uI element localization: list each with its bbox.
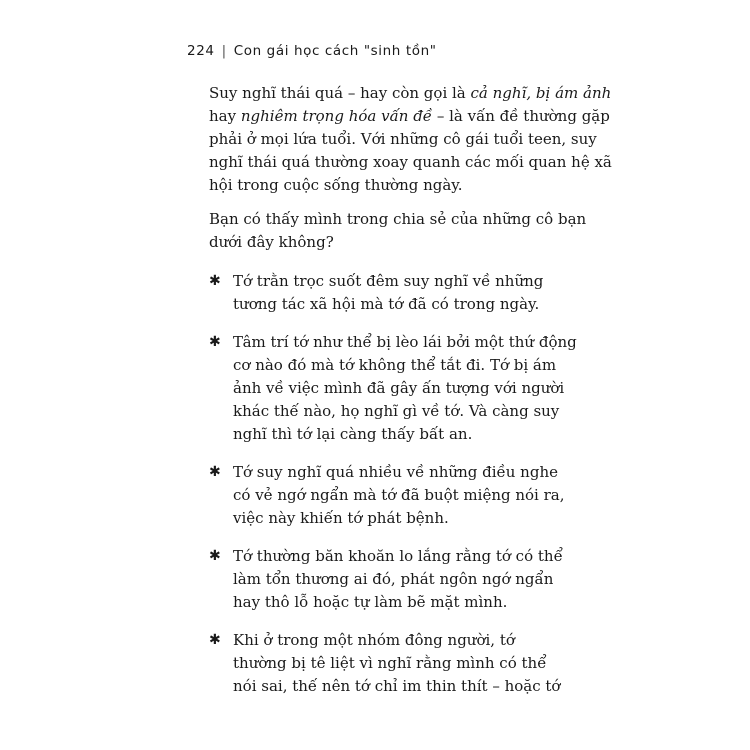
header-separator: | bbox=[221, 43, 227, 59]
italic-term: nghiêm trọng hóa vấn đề bbox=[240, 107, 433, 125]
running-header bbox=[187, 43, 437, 59]
text-line: phải ở mọi lứa tuổi. Với những cô gái tuổi teen, suy bbox=[209, 130, 597, 148]
page-number: 224 bbox=[187, 43, 215, 59]
bullet-text: Tớ trằn trọc suốt đêm suy nghĩ về những tương tác xã hội mà tớ đã có trong ngày. bbox=[233, 272, 544, 313]
list-item bbox=[187, 629, 563, 698]
list-item bbox=[187, 270, 563, 316]
text-line: dưới đây không? bbox=[209, 233, 334, 251]
bullet-list bbox=[187, 270, 577, 698]
asterisk-bullet-icon: ✱ bbox=[209, 632, 221, 648]
asterisk-bullet-icon: ✱ bbox=[209, 334, 221, 350]
page-body bbox=[187, 82, 612, 713]
text-line: hay nghiêm trọng hóa vấn đề – là vấn đề thường gặp bbox=[209, 107, 610, 125]
bullet-text: Tâm trí tớ như thể bị lèo lái bởi một thứ động cơ nào đó mà tớ không thể tắt đi. Tớ bị ám ảnh về việc mình đã gây ấn tượng với người khác thế nào, họ nghĩ gì về tớ. Và càng suy nghĩ thì tớ lại càng thấy bất an. bbox=[233, 333, 577, 443]
bullet-text: Khi ở trong một nhóm đông người, tớ thường bị tê liệt vì nghĩ rằng mình có thể nói sai, thế nên tớ chỉ im thin thít – hoặc tớ bbox=[233, 631, 561, 695]
bullet-text: Tớ thường băn khoăn lo lắng rằng tớ có thể làm tổn thương ai đó, phát ngôn ngớ ngẩn hay thô lỗ hoặc tự làm bẽ mặt mình. bbox=[233, 547, 563, 611]
text-line: Suy nghĩ thái quá – hay còn gọi là cả nghĩ, bị ám ảnh bbox=[209, 84, 612, 102]
italic-term: cả nghĩ, bị ám ảnh bbox=[470, 84, 612, 102]
list-item bbox=[187, 331, 577, 446]
list-item bbox=[187, 545, 563, 614]
list-item bbox=[187, 461, 563, 530]
asterisk-bullet-icon: ✱ bbox=[209, 273, 221, 289]
text-line: hội trong cuộc sống thường ngày. bbox=[209, 176, 463, 194]
text-line: nghĩ thái quá thường xoay quanh các mối quan hệ xã bbox=[209, 153, 612, 171]
asterisk-bullet-icon: ✱ bbox=[209, 464, 221, 480]
book-title: Con gái học cách "sinh tồn" bbox=[233, 43, 437, 59]
intro-paragraph-1 bbox=[187, 82, 612, 197]
asterisk-bullet-icon: ✱ bbox=[209, 548, 221, 564]
text-line: Bạn có thấy mình trong chia sẻ của những cô bạn bbox=[209, 210, 587, 228]
intro-paragraph-2 bbox=[187, 208, 587, 254]
bullet-text: Tớ suy nghĩ quá nhiều về những điều nghe có vẻ ngớ ngẩn mà tớ đã buột miệng nói ra, việc này khiến tớ phát bệnh. bbox=[233, 463, 565, 527]
